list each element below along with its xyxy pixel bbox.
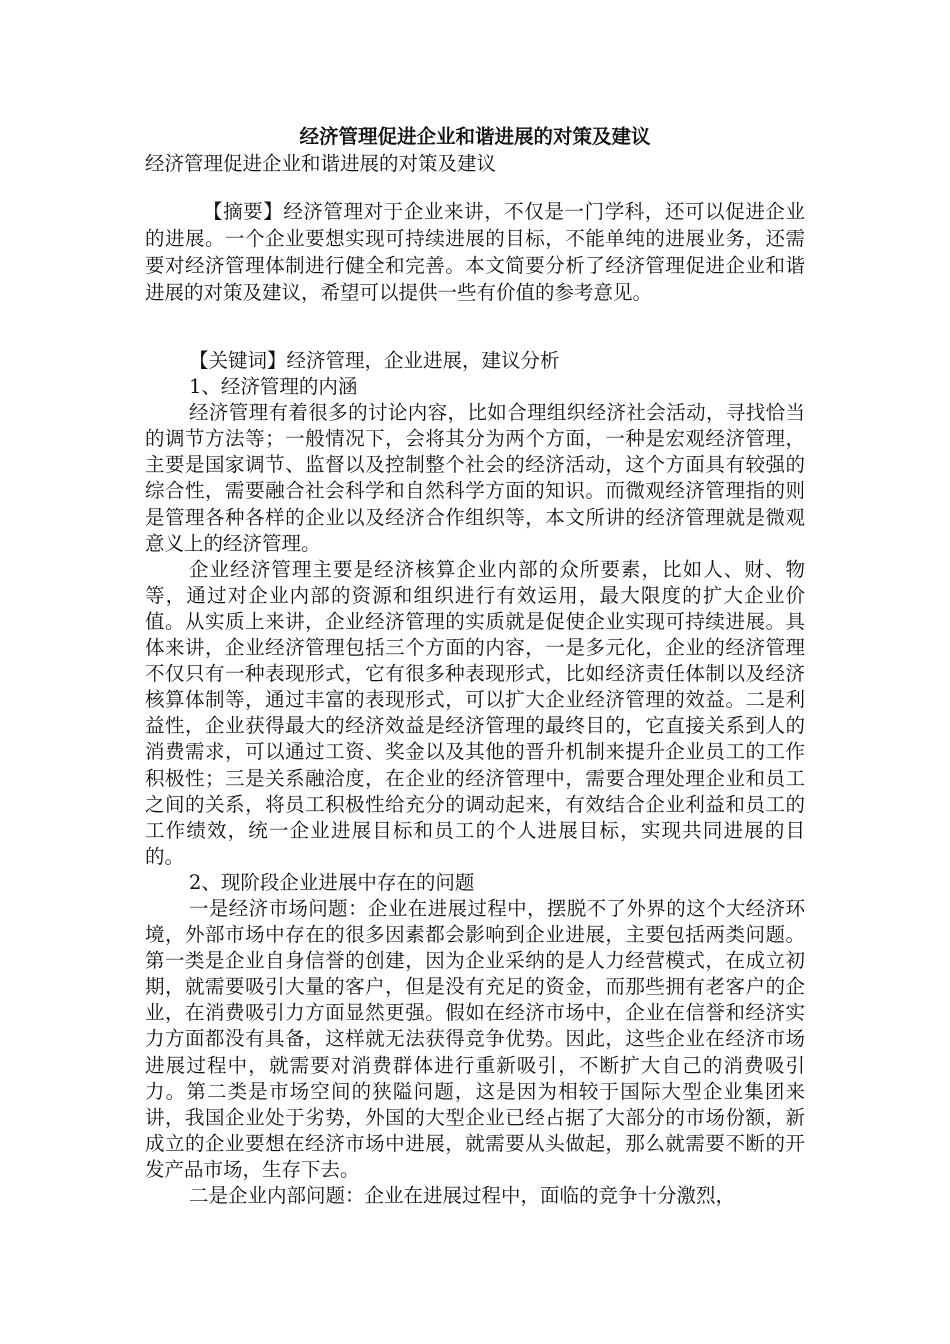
section-heading-1: 1、经济管理的内涵 [189,375,358,399]
document-body [145,348,805,1209]
body-paragraph: 企业经济管理主要是经济核算企业内部的众所要素，比如人、财、物等，通过对企业内部的资源和组织进行有效运用，最大限度的扩大企业价值。从实质上来讲，企业经济管理的实质就是促使企业实现可持续进展。具体来讲，企业经济管理包括三个方面的内容，一是多元化，企业的经济管理不仅只有一种表现形式，它有很多种表现形式，比如经济责任体制以及经济核算体制等，通过丰富的表现形式，可以扩大企业经济管理的效益。二是利益性，企业获得最大的经济效益是经济管理的最终目的，它直接关系到人的消费需求，可以通过工资、奖金以及其他的晋升机制来提升企业员工的工作积极性；三是关系融洽度，在企业的经济管理中，需要合理处理企业和员工之间的关系，将员工积极性给充分的调动起来，有效结合企业利益和员工的工作绩效，统一企业进展目标和员工的个人进展目标，实现共同进展的目的。 [145,557,805,868]
body-paragraph: 二是企业内部问题：企业在进展过程中，面临的竞争十分激烈， [189,1184,736,1207]
keywords-line: 【关键词】经济管理，企业进展，建议分析 [189,349,560,372]
abstract-paragraph: 【摘要】经济管理对于企业来讲，不仅是一门学科，还可以促进企业的进展。一个企业要想实现可持续进展的目标，不能单纯的进展业务，还需要对经济管理体制进行健全和完善。本文简要分析了经济管理促进企业和谐进展的对策及建议，希望可以提供一些有价值的参考意见。 [145,200,805,304]
section-heading-2: 2、现阶段企业进展中存在的问题 [189,870,475,894]
body-paragraph: 一是经济市场问题：企业在进展过程中，摆脱不了外界的这个大经济环境，外部市场中存在的很多因素都会影响到企业进展，主要包括两类问题。第一类是企业自身信誉的创建，因为企业采纳的是人力经营模式，在成立初期，就需要吸引大量的客户，但是没有充足的资金，而那些拥有老客户的企业，在消费吸引力方面显然更强。假如在经济市场中，企业在信誉和经济实力方面都没有具备，这样就无法获得竞争优势。因此，这些企业在经济市场进展过程中，就需要对消费群体进行重新吸引，不断扩大自己的消费吸引力。第二类是市场空间的狭隘问题，这是因为相较于国际大型企业集团来讲，我国企业处于劣势，外国的大型企业已经占据了大部分的市场份额，新成立的企业要想在经济市场中进展，就需要从头做起，那么就需要不断的开发产品市场，生存下去。 [145,896,805,1181]
body-paragraph: 经济管理有着很多的讨论内容，比如合理组织经济社会活动，寻找恰当的调节方法等；一般情况下，会将其分为两个方面，一种是宏观经济管理，主要是国家调节、监督以及控制整个社会的经济活动，这个方面具有较强的综合性，需要融合社会科学和自然科学方面的知识。而微观经济管理指的则是管理各种各样的企业以及经济合作组织等，本文所讲的经济管理就是微观意义上的经济管理。 [145,401,805,555]
document-subtitle: 经济管理促进企业和谐进展的对策及建议 [145,152,497,175]
document-title: 经济管理促进企业和谐进展的对策及建议 [299,125,651,148]
